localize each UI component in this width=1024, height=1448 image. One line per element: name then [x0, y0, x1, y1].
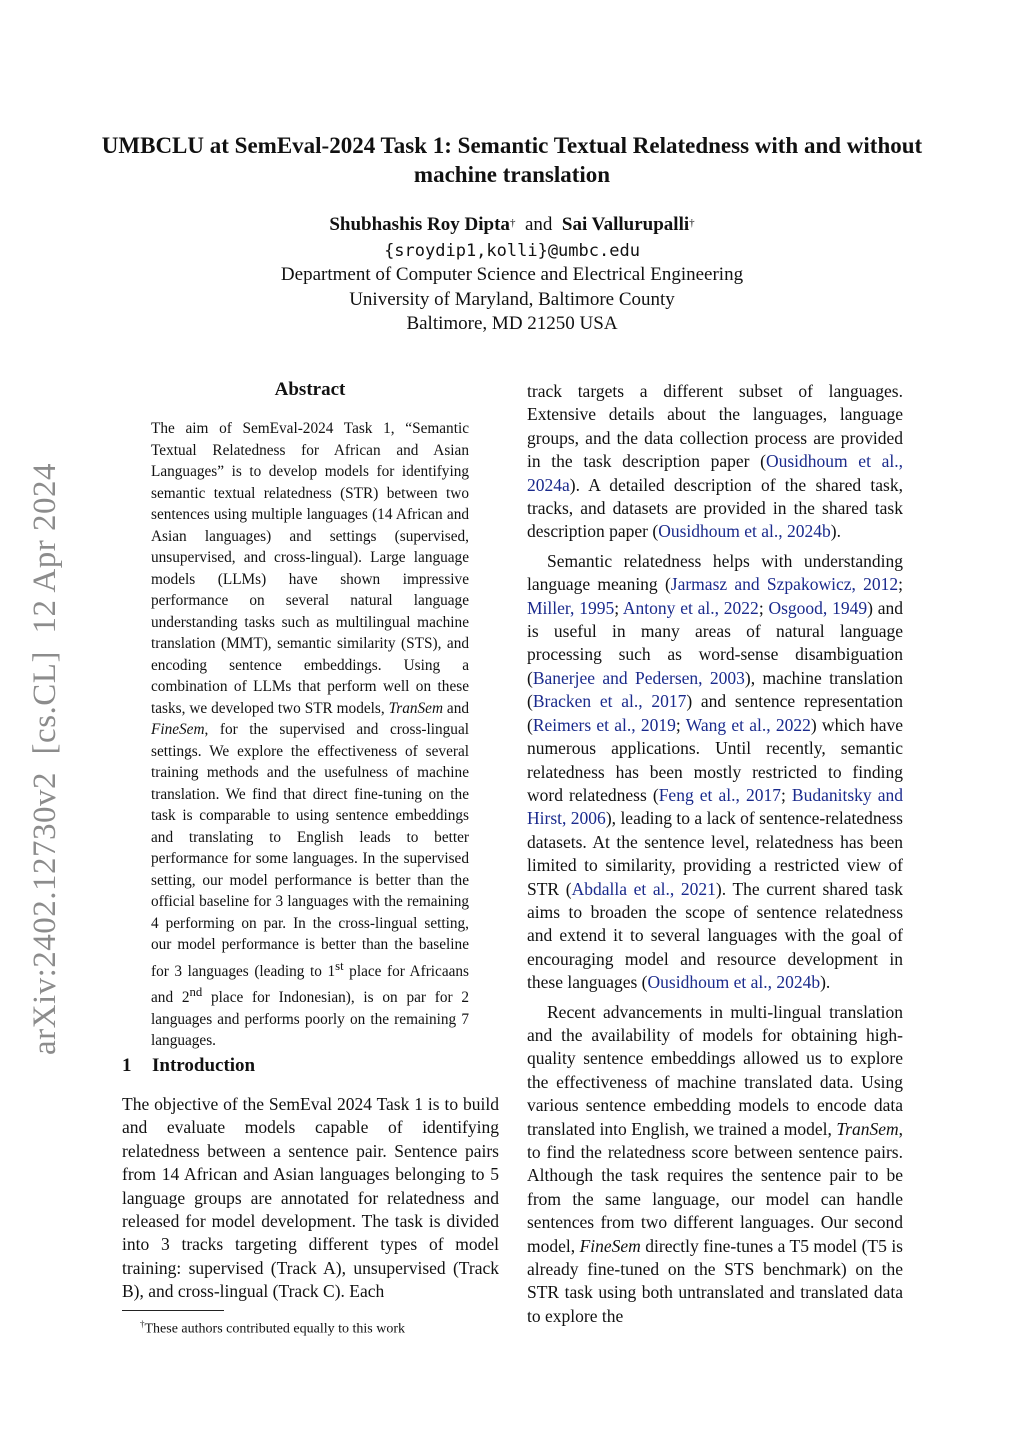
- paragraph: Semantic relatedness helps with understanding language meaning (Jarmasz and Szpakowicz, 2012; Miller, 1995; Antony et al., 2022; Osgood, 1949) and is useful in many areas of natural language processing such as word-sense disambiguation (Banerjee and Pedersen, 2003), machine translation (Bracken et al., 2017) and sentence representation (Reimers et al., 2019; Wang et al., 2022) which have numerous applications. Until recently, semantic relatedness has been mostly restricted to finding word relatedness (Feng et al., 2017; Budanitsky and Hirst, 2006), leading to a lack of sentence-relatedness datasets. At the sentence level, relatedness has been limited to similarity, providing a restricted view of STR (Abdalla et al., 2021). The current shared task aims to broaden the scope of sentence relatedness and extend it to several languages with the goal of encouraging model and resource development in these languages (Ousidhoum et al., 2024b).: [527, 550, 903, 993]
- footnote: [140, 1315, 500, 1339]
- model-name-transem: TranSem: [388, 699, 443, 717]
- paragraph: Recent advancements in multi-lingual translation and the availability of models for obtaining high-quality sentence embeddings allowed us to explore the effectiveness of machine translated data. Using various sentence embedding models to encode data translated into English, we trained a model, TranSem, to find the relatedness score between sentence pairs. Although the task requires the sentence pair to be from the same language, our model can handle sentences from two different languages. Our second model, FineSem directly fine-tunes a T5 model (T5 is already fine-tuned on the STS benchmark) on the STR task using both untranslated and translated data to explore the: [527, 1001, 903, 1326]
- paragraph: track targets a different subset of languages. Extensive details about the languages, language groups, and the data collection process are provided in the task description paper (Ousidhoum et al., 2024a). A detailed description of the shared task, tracks, and datasets are provided in the shared task description paper (Ousidhoum et al., 2024b).: [527, 381, 903, 542]
- citation-link[interactable]: Ousidhoum et al., 2024b: [658, 521, 831, 542]
- citation-link[interactable]: Banerjee and Pedersen, 2003: [532, 667, 745, 688]
- author-line: [100, 213, 924, 237]
- arxiv-stamp: arXiv:2402.12730v2 [cs.CL] 12 Apr 2024: [27, 463, 63, 1055]
- equal-contribution-mark: †: [509, 217, 516, 229]
- paper-title: UMBCLU at SemEval-2024 Task 1: Semantic Textual Relatedness with and without machine translation: [101, 133, 923, 187]
- footnote-mark: †: [140, 1319, 145, 1329]
- citation-link[interactable]: Budanitsky and Hirst, 2006: [527, 784, 903, 829]
- citation-link[interactable]: Feng et al., 2017: [658, 784, 781, 805]
- citation-link[interactable]: Osgood, 1949: [768, 597, 868, 618]
- model-name-transem: TranSem: [836, 1118, 899, 1139]
- affiliation: [100, 263, 924, 337]
- author-connector: and: [524, 214, 553, 235]
- section-number: 1: [122, 1055, 132, 1076]
- citation-link[interactable]: Wang et al., 2022: [685, 714, 811, 735]
- citation-link[interactable]: Ousidhoum et al., 2024b: [647, 972, 821, 993]
- right-column: [527, 380, 903, 1328]
- author-2: Sai Vallurupalli: [561, 214, 690, 235]
- citation-link[interactable]: Miller, 1995: [527, 597, 615, 618]
- model-name-finesem: FineSem: [151, 721, 205, 738]
- introduction-paragraph: The objective of the SemEval 2024 Task 1 is to build and evaluate models capable of identifying relatedness between a sentence pair. Sentence pairs from 14 African and Asian languages belonging to 5 language groups are annotated for relatedness and released for model development. The task is divided into 3 tracks targeting different types of model training: supervised (Track A), unsupervised (Track B), and cross-lingual (Track C). Each: [122, 1094, 499, 1302]
- abstract-body: The aim of SemEval-2024 Task 1, “Semantic Textual Relatedness for African and Asian Languages” is to develop models for identifying semantic textual relatedness (STR) between two sentences using multiple languages (14 African and Asian languages) and settings (supervised, unsupervised, and cross-lingual). Large language models (LLMs) have shown impressive performance on several natural language understanding tasks such as multilingual machine translation (MMT), semantic similarity (STS), and encoding sentence embeddings. Using a combination of LLMs that perform well on these tasks, we developed two STR models, TranSem and FineSem, for the supervised and cross-lingual settings. We explore the effectiveness of several training methods and the usefulness of machine translation. We find that direct fine-tuning on the task is comparable to using sentence embeddings and translating to English leads to better performance for some languages. In the supervised setting, our model performance is better than the official baseline for 3 languages with the remaining 4 performing on par. In the cross-lingual setting, our model performance is better than the baseline for 3 languages (leading to 1st place for Africaans and 2nd place for Indonesian), is on par for 2 languages and performs poorly on the remaining 7 languages.: [151, 420, 470, 1050]
- citation-link[interactable]: Bracken et al., 2017: [532, 691, 687, 712]
- abstract-heading: Abstract: [274, 379, 346, 400]
- footnote-rule: [122, 1310, 224, 1311]
- model-name-finesem: FineSem: [579, 1235, 641, 1256]
- address: Baltimore, MD 21250 USA: [406, 313, 618, 334]
- citation-link[interactable]: Abdalla et al., 2021: [571, 878, 716, 899]
- equal-contribution-mark: †: [689, 217, 695, 229]
- footnote-text: These authors contributed equally to this work: [144, 1321, 405, 1337]
- citation-link[interactable]: Ousidhoum et al., 2024a: [527, 451, 903, 495]
- author-1: Shubhashis Roy Dipta: [329, 214, 510, 235]
- department: Department of Computer Science and Electrical Engineering: [280, 264, 744, 285]
- section-heading-introduction: [122, 1055, 500, 1077]
- citation-link[interactable]: Reimers et al., 2019: [532, 714, 676, 735]
- section-title: Introduction: [152, 1055, 256, 1076]
- author-email: {sroydip1,kolli}@umbc.edu: [384, 241, 640, 261]
- citation-link[interactable]: Jarmasz and Szpakowicz, 2012: [670, 574, 899, 595]
- university: University of Maryland, Baltimore County: [349, 288, 675, 310]
- citation-link[interactable]: Antony et al., 2022: [622, 597, 759, 618]
